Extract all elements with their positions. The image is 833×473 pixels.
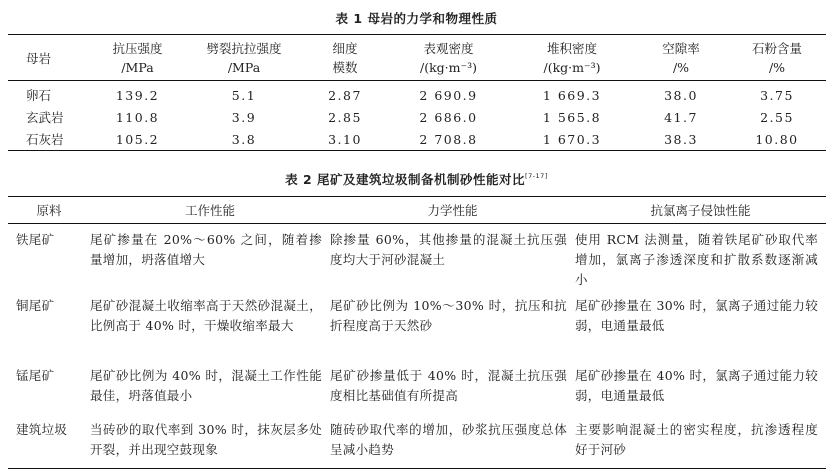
table-cell: 10.80: [755, 131, 799, 147]
table-cell: 2.85: [328, 109, 362, 125]
table1-header-cell: 劈裂抗拉强度 /MPa: [185, 35, 303, 81]
table-cell: 5.1: [231, 87, 257, 103]
table-cell: 38.3: [664, 131, 698, 147]
table-cell: 110.8: [115, 109, 160, 125]
table-row: [8, 290, 826, 360]
table1-header-cell: 表观密度 /(kg·m⁻³): [387, 35, 510, 81]
table-cell: 139.2: [115, 87, 160, 103]
table-cell: 随砖砂取代率的增加，砂浆抗压强度总体呈减小趋势: [330, 422, 567, 457]
table-cell: 3.10: [328, 131, 362, 147]
table2-header-cell: 原料: [8, 197, 90, 224]
table-row: [8, 106, 826, 128]
table1-header-cell: 细度 模数: [303, 35, 387, 81]
table2: [8, 196, 826, 469]
table-row: [8, 224, 826, 291]
table-row-label: 铜尾矿: [16, 298, 55, 313]
table-row-label: 铁尾矿: [16, 232, 55, 247]
table-cell: 主要影响混凝土的密实程度，抗渗透程度好于河砂: [575, 422, 818, 457]
table-row-label: 玄武岩: [26, 110, 64, 125]
table-cell: 1 565.8: [542, 109, 602, 125]
table1-header-row: [8, 35, 826, 81]
table-row-label: 卵石: [26, 88, 52, 103]
table2-header-cell: 抗氯离子侵蚀性能: [575, 197, 826, 224]
table1-header-cell: 堆积密度 /(kg·m⁻³): [510, 35, 634, 81]
table-cell: 尾矿砂比例为 10%～30% 时，抗压和抗折程度高于天然砂: [330, 298, 567, 333]
table2-header-cell: 力学性能: [330, 197, 575, 224]
table2-header-row: [8, 197, 826, 224]
table-cell: 尾矿掺量在 20%～60% 之间，随着掺量增加，坍落值增大: [90, 232, 322, 267]
table-cell: 2.87: [328, 87, 362, 103]
table-row-label: 石灰岩: [26, 132, 64, 147]
table1: [8, 34, 826, 151]
table-cell: 1 670.3: [542, 131, 602, 147]
table-cell: 38.0: [664, 87, 698, 103]
table2-title-reference: [7-17]: [525, 172, 548, 180]
table1-title: 表 1 母岩的力学和物理性质: [335, 11, 498, 26]
table-cell: 3.75: [760, 87, 794, 103]
table-cell: 当砖砂的取代率到 30% 时，抹灰层多处开裂，并出现空鼓现象: [90, 422, 322, 457]
table-cell: 2.55: [760, 109, 794, 125]
table2-title: 表 2 尾矿及建筑垃圾制备机制砂性能对比[7-17]: [285, 172, 548, 187]
table1-header-cell: 石粉含量 /%: [728, 35, 826, 81]
table-cell: 2 686.0: [419, 109, 478, 125]
table-row: [8, 360, 826, 414]
table-cell: 尾矿砂掺量在 40% 时，氯离子通过能力较弱，电通量最低: [575, 368, 818, 403]
table-cell: 41.7: [664, 109, 698, 125]
table2-header-cell: 工作性能: [90, 197, 330, 224]
table-cell: 尾矿砂掺量在 30% 时，氯离子通过能力较弱，电通量最低: [575, 298, 818, 333]
table-cell: 105.2: [115, 131, 160, 147]
table1-header-cell: 抗压强度 /MPa: [90, 35, 185, 81]
table-cell: 3.9: [231, 109, 257, 125]
table-row: [8, 128, 826, 151]
table-cell: 2 690.9: [419, 87, 478, 103]
table1-header-cell: 空隙率 /%: [634, 35, 728, 81]
table-row: [8, 81, 826, 107]
table-cell: 使用 RCM 法测量，随着铁尾矿砂取代率增加，氯离子渗透深度和扩散系数逐渐减小: [575, 232, 818, 287]
table-row: [8, 414, 826, 469]
table-row-label: 建筑垃圾: [16, 422, 68, 437]
table-cell: 尾矿砂掺量低于 40% 时，混凝土抗压强度相比基础值有所提高: [330, 368, 567, 403]
table1-header-cell: 母岩: [8, 35, 90, 81]
table-cell: 除掺量 60%，其他掺量的混凝土抗压强度均大于河砂混凝土: [330, 232, 567, 267]
table-cell: 2 708.8: [419, 131, 478, 147]
table-cell: 尾矿砂混凝土收缩率高于天然砂混凝土，比例高于 40% 时，干燥收缩率最大: [90, 298, 322, 333]
table-cell: 尾矿砂比例为 40% 时，混凝土工作性能最佳，坍落值最小: [90, 368, 322, 403]
table-row-label: 锰尾矿: [16, 368, 55, 383]
table-cell: 3.8: [231, 131, 257, 147]
table-cell: 1 669.3: [542, 87, 602, 103]
